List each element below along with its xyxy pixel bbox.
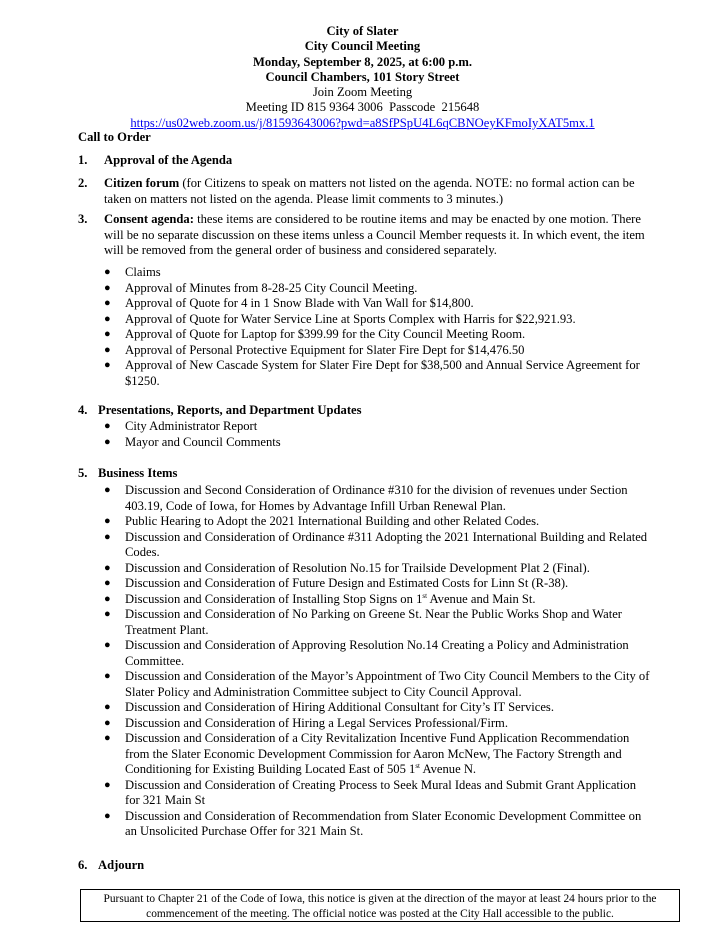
item-number: 3. — [78, 212, 88, 226]
list-item: ● Discussion and Consideration of Resolution No.15 for Trailside Development Plat 2 (Final). — [104, 560, 590, 575]
list-item: ● Discussion and Consideration of Creating Process to Seek Mural Ideas and Submit Grant Application for 321 Main St — [104, 777, 637, 807]
item-number: 2. — [78, 176, 88, 190]
meeting-location: Council Chambers, 101 Story Street — [265, 69, 460, 84]
list-item: ● Discussion and Consideration of the Mayor’s Appointment of Two City Council Members to the City of Slater Policy and Administration Committee subject to City Council Approval. — [104, 669, 650, 699]
agenda-item-1 — [78, 153, 658, 169]
business-items-list — [104, 483, 650, 840]
item-text: these items are considered to be routine items and may be enacted by one motion. There will be no separate discussion on these items unless a Council Member requests it. In which event, the item will be removed from the general order of business and considered separately. — [104, 212, 645, 257]
list-item: ● Approval of Quote for 4 in 1 Snow Blade with Van Wall for $14,800. — [104, 296, 474, 310]
list-item: ● City Administrator Report — [104, 419, 258, 433]
item-title: Citizen forum — [104, 176, 180, 190]
agenda-item-3 — [78, 212, 658, 259]
meeting-date: Monday, September 8, 2025, at 6:00 p.m. — [252, 54, 473, 69]
list-item: ● Approval of Quote for Laptop for $399.99 for the City Council Meeting Room. — [104, 327, 526, 341]
list-item: ● Discussion and Consideration of Hiring Additional Consultant for City’s IT Services. — [104, 700, 554, 714]
agenda-item-4 — [78, 403, 658, 419]
list-item: ● Public Hearing to Adopt the 2021 International Building and other Related Codes. — [104, 514, 540, 528]
list-item: ● Approval of Minutes from 8-28-25 City Council Meeting. — [104, 280, 418, 295]
public-notice-box: Pursuant to Chapter 21 of the Code of Iowa, this notice is given at the direction of the mayor at least 24 hours prior to the commencement of the meeting. The official notice was posted at the City Hall accessible to the public. — [80, 889, 680, 922]
list-item: ● Approval of Personal Protective Equipment for Slater Fire Dept for $14,476.50 — [104, 342, 525, 357]
call-to-order: Call to Order — [78, 130, 151, 144]
item-number: 6. — [78, 858, 88, 872]
agenda-item-2 — [78, 176, 658, 207]
city-name: City of Slater — [326, 24, 399, 38]
meeting-title: City Council Meeting — [304, 39, 421, 54]
list-item: ● Discussion and Consideration of Approving Resolution No.14 Creating a Policy and Administration Committee. — [104, 638, 629, 668]
list-item: ● Mayor and Council Comments — [104, 434, 281, 449]
presentations-list — [104, 419, 645, 450]
item-title: Adjourn — [98, 858, 145, 872]
item-title: Consent agenda: — [104, 212, 194, 226]
item-text: (for Citizens to speak on matters not listed on the agenda. NOTE: no formal action can be taken on matters not listed on the agenda. Please limit comments to 3 minutes.) — [104, 176, 635, 206]
agenda-item-6 — [78, 858, 658, 874]
list-item: ● Discussion and Second Consideration of Ordinance #310 for the division of revenues under Section 403.19, Code of Iowa, for Homes by Advantage Infill Urban Renewal Plan. — [104, 483, 628, 513]
item-title: Approval of the Agenda — [104, 153, 233, 167]
list-item: ● Claims — [104, 265, 161, 279]
list-item: ● Discussion and Consideration of Future Design and Estimated Costs for Linn St (R-38). — [104, 576, 569, 590]
list-item: ● Discussion and Consideration of No Parking on Greene St. Near the Public Works Shop and Water Treatment Plant. — [104, 607, 622, 637]
agenda-item-5 — [78, 466, 658, 482]
item-title: Presentations, Reports, and Department Updates — [98, 403, 362, 417]
list-item: ● Discussion and Consideration of a City Revitalization Incentive Fund Application Recommendation from the Slater Economic Development Commission for Aaron McNew, The Factory Strength and Conditioning for Existing Building Located East of 505 1st Avenue N. — [104, 731, 630, 776]
item-title: Business Items — [98, 466, 178, 480]
item-number: 1. — [78, 153, 88, 167]
list-item: ● Approval of Quote for Water Service Line at Sports Complex with Harris for $22,921.93. — [104, 311, 576, 326]
list-item: ● Discussion and Consideration of Hiring a Legal Services Professional/Firm. — [104, 715, 508, 730]
consent-agenda-list — [104, 265, 645, 389]
zoom-label: Join Zoom Meeting — [312, 85, 413, 100]
list-item: ● Approval of New Cascade System for Slater Fire Dept for $38,500 and Annual Service Agreement for $1250. — [104, 358, 640, 388]
list-item: ● Discussion and Consideration of Installing Stop Signs on 1st Avenue and Main St. — [104, 591, 536, 606]
list-item: ● Discussion and Consideration of Ordinance #311 Adopting the 2021 International Building and Related Codes. — [104, 529, 648, 559]
agenda-header — [0, 24, 725, 131]
item-number: 5. — [78, 466, 88, 480]
zoom-link[interactable]: https://us02web.zoom.us/j/81593643006?pwd=a8SfPSpU4L6qCBNOeyKFmoIyXAT5mx.1 — [130, 115, 595, 130]
meeting-id: Meeting ID 815 9364 3006 Passcode 215648 — [245, 100, 480, 115]
list-item: ● Discussion and Consideration of Recommendation from Slater Economic Development Committee on an Unsolicited Purchase Offer for 321 Main St. — [104, 808, 642, 838]
item-number: 4. — [78, 403, 88, 417]
